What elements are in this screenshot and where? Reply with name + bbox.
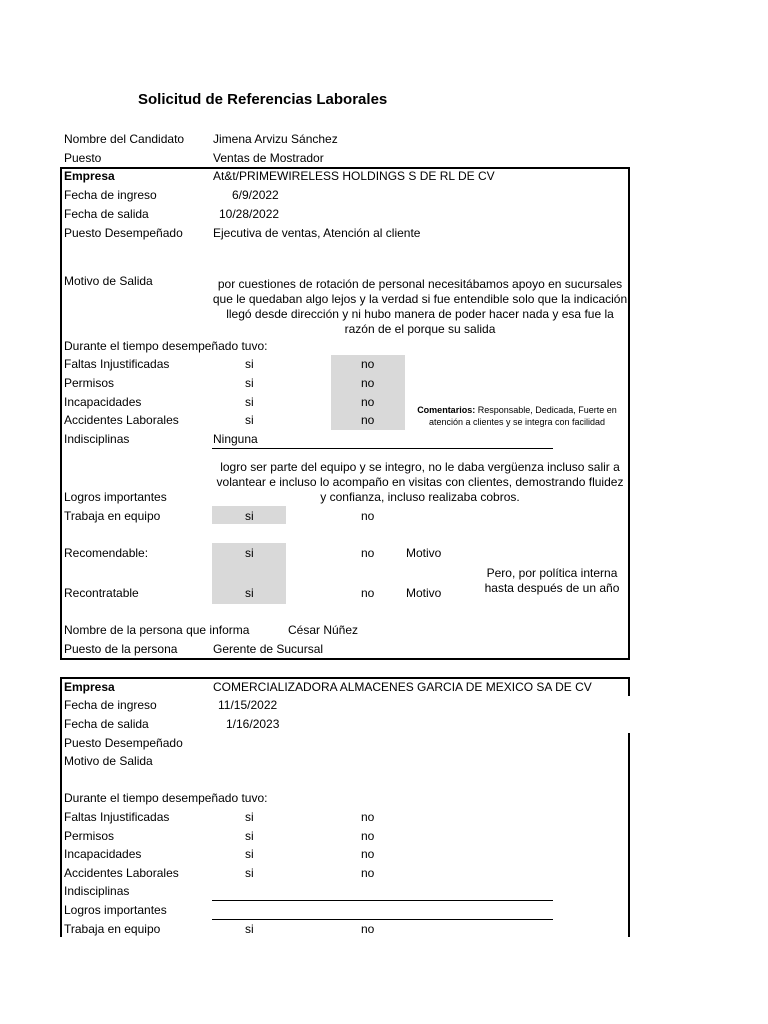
ref1-left-border <box>60 167 62 660</box>
ref1-bottom-border <box>60 658 630 660</box>
ref1-row-label: Permisos <box>64 376 115 390</box>
ref2-end-value: 1/16/2023 <box>226 717 280 731</box>
candidate-position-label: Puesto <box>64 151 102 165</box>
ref1-end-value: 10/28/2022 <box>219 207 280 221</box>
ref2-row-si: si <box>245 847 254 861</box>
ref2-start-label: Fecha de ingreso <box>64 698 157 712</box>
ref1-discipline-label: Indisciplinas <box>64 432 130 446</box>
ref2-end-label: Fecha de salida <box>64 717 149 731</box>
ref2-achievements-underline <box>212 919 553 920</box>
ref2-row-no: no <box>361 866 375 880</box>
ref2-during-label: Durante el tiempo desempeñado tuvo: <box>64 791 268 805</box>
ref2-row-no: no <box>361 810 375 824</box>
ref1-row-no: no <box>361 376 375 390</box>
ref1-discipline-value: Ninguna <box>213 432 258 446</box>
page-title: Solicitud de Referencias Laborales <box>138 91 388 108</box>
ref1-start-value: 6/9/2022 <box>232 188 279 202</box>
ref1-recommend-reason-label: Motivo <box>406 546 442 560</box>
ref2-role-label: Puesto Desempeñado <box>64 736 183 750</box>
ref2-discipline-label: Indisciplinas <box>64 884 130 898</box>
ref1-row-label: Incapacidades <box>64 395 142 409</box>
ref1-comments <box>404 404 630 428</box>
ref2-row-si: si <box>245 810 254 824</box>
ref1-row-si: si <box>245 395 254 409</box>
ref1-recommend-label: Recomendable: <box>64 546 149 560</box>
ref1-rehire-si: si <box>245 586 254 600</box>
ref2-row-si: si <box>245 866 254 880</box>
ref1-reason-label: Motivo de Salida <box>64 274 153 288</box>
ref1-informant-pos-label: Puesto de la persona <box>64 642 178 656</box>
ref1-rehire-label: Recontratable <box>64 586 139 600</box>
ref1-company-value: At&t/PRIMEWIRELESS HOLDINGS S DE RL DE CV <box>213 169 495 183</box>
ref2-right-border-bottom <box>628 733 630 937</box>
ref1-achievements-label: Logros importantes <box>64 490 167 504</box>
ref1-during-label: Durante el tiempo desempeñado tuvo: <box>64 339 268 353</box>
ref2-teamwork-label: Trabaja en equipo <box>64 922 161 936</box>
ref1-reason-value: por cuestiones de rotación de personal necesitábamos apoyo en sucursales que le quedaban algo lejos y la verdad si fue entendible solo que la indicación llegó desde dirección y ni hubo manera de poder hacer nada y esa fue la razón de el porque su salida <box>212 277 628 336</box>
ref2-company-label: Empresa <box>64 680 115 694</box>
ref2-discipline-underline <box>212 900 553 901</box>
ref1-discipline-underline <box>212 448 553 449</box>
ref1-teamwork-label: Trabaja en equipo <box>64 509 161 523</box>
ref1-rehire-reason-value: Pero, por política interna hasta después de un año <box>484 566 620 595</box>
ref1-row-no: no <box>361 413 375 427</box>
ref1-informant-label: Nombre de la persona que informa <box>64 623 250 637</box>
ref1-rehire-reason-label: Motivo <box>406 586 442 600</box>
ref2-row-no: no <box>361 847 375 861</box>
ref1-role-value: Ejecutiva de ventas, Atención al cliente <box>213 226 421 240</box>
ref1-achievements-text: logro ser parte del equipo y se integro, no le daba vergüenza incluso salir a volantear e incluso lo acompaño en visitas con clientes, demostrando fluidez y confianza, incluso realizaba cobros. <box>216 460 624 504</box>
ref1-teamwork-si: si <box>245 509 254 523</box>
ref1-start-label: Fecha de ingreso <box>64 188 157 202</box>
candidate-position-value: Ventas de Mostrador <box>213 151 324 165</box>
ref2-row-label: Accidentes Laborales <box>64 866 179 880</box>
ref1-row-no: no <box>361 395 375 409</box>
ref1-teamwork-no: no <box>361 509 375 523</box>
ref1-row-label: Accidentes Laborales <box>64 413 179 427</box>
ref1-end-label: Fecha de salida <box>64 207 149 221</box>
ref1-role-label: Puesto Desempeñado <box>64 226 183 240</box>
ref2-reason-label: Motivo de Salida <box>64 754 153 768</box>
ref1-comments-label: Comentarios: <box>417 405 476 415</box>
ref1-recommend-no: no <box>361 546 375 560</box>
ref1-comments-value: Responsable, Dedicada, Fuerte en atención a clientes y se integra con facilidad <box>428 405 617 427</box>
ref1-row-si: si <box>245 376 254 390</box>
ref1-row-label: Faltas Injustificadas <box>64 357 170 371</box>
ref2-row-label: Permisos <box>64 829 115 843</box>
ref1-company-label: Empresa <box>64 169 115 183</box>
ref1-informant-pos-value: Gerente de Sucursal <box>213 642 324 656</box>
ref1-recommend-si: si <box>245 546 254 560</box>
ref2-row-no: no <box>361 829 375 843</box>
ref1-row-no: no <box>361 357 375 371</box>
ref2-row-label: Incapacidades <box>64 847 142 861</box>
ref1-informant-value: César Núñez <box>288 623 359 637</box>
ref2-left-border <box>60 677 62 937</box>
ref1-rehire-no: no <box>361 586 375 600</box>
candidate-name-value: Jimena Arvizu Sánchez <box>213 132 338 146</box>
ref2-teamwork-si: si <box>245 922 254 936</box>
ref2-teamwork-no: no <box>361 922 375 936</box>
ref1-row-si: si <box>245 357 254 371</box>
ref2-row-si: si <box>245 829 254 843</box>
ref2-row-label: Faltas Injustificadas <box>64 810 170 824</box>
candidate-name-label: Nombre del Candidato <box>64 132 185 146</box>
ref2-company-value: COMERCIALIZADORA ALMACENES GARCIA DE MEXICO SA DE CV <box>213 680 592 694</box>
ref2-right-border-top <box>628 677 630 696</box>
ref1-row-si: si <box>245 413 254 427</box>
ref2-start-value: 11/15/2022 <box>218 698 278 712</box>
ref2-achievements-label: Logros importantes <box>64 903 167 917</box>
